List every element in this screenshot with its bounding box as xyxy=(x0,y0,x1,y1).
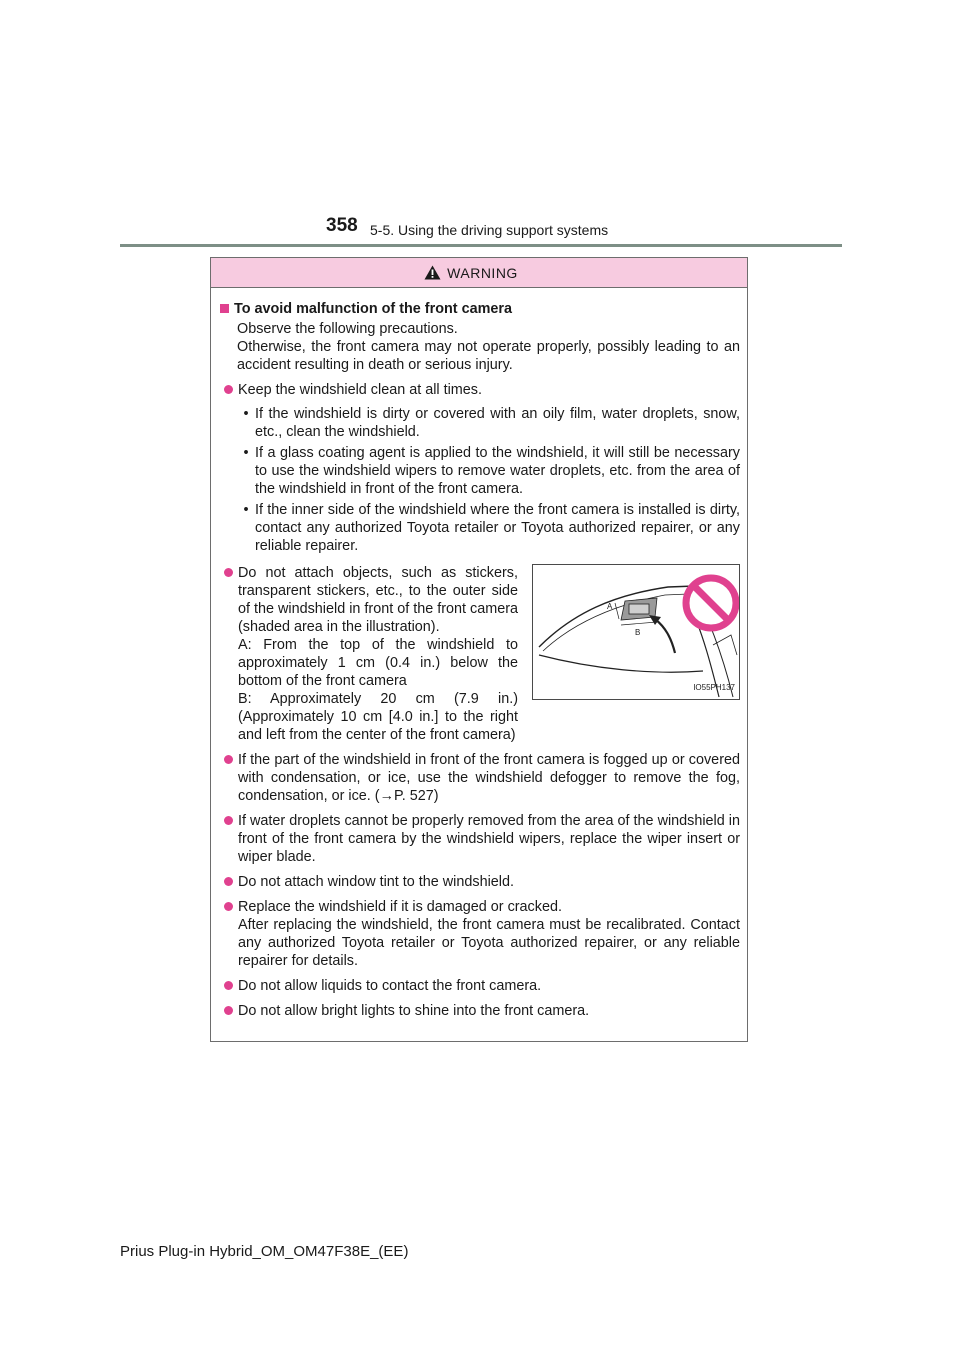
sub-item-coating xyxy=(220,444,740,498)
bullet-bright-lights-text: Do not allow bright lights to shine into the front camera. xyxy=(238,1003,590,1019)
warning-triangle-icon xyxy=(424,265,441,280)
page-number: 358 xyxy=(326,215,358,236)
sub-item-dirty-text: If the windshield is dirty or covered with an oily film, water droplets, snow, etc., clean the windshield. xyxy=(255,406,740,440)
bullet-fogged-text: If the part of the windshield in front of the front camera is fogged up or covered with condensation, or ice, use the windshield defogger to remove the fog, condensation, or ice. (→P. 527) xyxy=(238,752,740,804)
bullet-window-tint xyxy=(220,873,740,891)
warning-box xyxy=(210,257,748,1042)
bullet-dot-icon xyxy=(224,755,233,764)
sub-item-coating-text: If a glass coating agent is applied to the windshield, it will still be necessary to use the windshield wipers to remove water droplets, etc. from the area of the windshield in front of the front camera. xyxy=(255,445,740,497)
bullet-dot-icon xyxy=(224,902,233,911)
sub-bullet-mark: • xyxy=(243,502,249,518)
warning-heading xyxy=(220,300,740,318)
bullet-dot-icon xyxy=(224,877,233,886)
bullet-keep-clean-text: Keep the windshield clean at all times. xyxy=(238,382,482,398)
bullet-dot-icon xyxy=(224,816,233,825)
warning-heading-text: To avoid malfunction of the front camera xyxy=(234,301,512,317)
intro-line-2: Otherwise, the front camera may not operate properly, possibly leading to an accident resulting in death or serious injury. xyxy=(237,339,740,373)
sub-bullet-mark: • xyxy=(243,445,249,461)
sub-bullet-mark: • xyxy=(243,406,249,422)
attach-main-text: Do not attach objects, such as stickers, transparent stickers, etc., to the outer side of the windshield in front of the front camera (shaded area in the illustration). xyxy=(238,565,518,635)
bullet-bright-lights xyxy=(220,1002,740,1020)
bullet-dot-icon xyxy=(224,385,233,394)
bullet-water-droplets xyxy=(220,812,740,866)
bullet-liquids xyxy=(220,977,740,995)
bullet-replace-windshield-text xyxy=(238,898,740,970)
bullet-window-tint-text: Do not attach window tint to the windshield. xyxy=(238,874,514,890)
bullet-liquids-text: Do not allow liquids to contact the front camera. xyxy=(238,978,542,994)
warning-header xyxy=(211,258,747,288)
section-title: 5-5. Using the driving support systems xyxy=(370,222,609,238)
figure-label-b: B xyxy=(635,628,641,637)
bullet-fogged xyxy=(220,751,740,805)
warning-label: WARNING xyxy=(447,264,518,281)
intro-line-1: Observe the following precautions. xyxy=(237,321,458,337)
bullet-dot-icon xyxy=(224,1006,233,1015)
sub-item-inner-side-text: If the inner side of the windshield where the front camera is installed is dirty, contact any authorized Toyota retailer or Toyota authorized repairer, or any reliable repairer. xyxy=(255,502,740,554)
windshield-illustration xyxy=(532,564,740,700)
sub-item-dirty xyxy=(220,405,740,441)
replace-detail-text: After replacing the windshield, the front camera must be recalibrated. Contact any authorized Toyota retailer or Toyota authorized repairer, or any reliable repairer for details. xyxy=(238,917,740,969)
square-bullet-icon xyxy=(220,304,229,313)
bullet-dot-icon xyxy=(224,568,233,577)
footer-manual-id: Prius Plug-in Hybrid_OM_OM47F38E_(EE) xyxy=(120,1243,409,1260)
attach-objects-section xyxy=(220,564,740,744)
attach-b-text: B: Approximately 20 cm (7.9 in.) (Approximately 10 cm [4.0 in.] to the right and left from the center of the front camera) xyxy=(238,691,518,743)
figure-label-a: A xyxy=(607,602,613,611)
bullet-do-not-attach xyxy=(220,564,518,744)
sub-item-inner-side xyxy=(220,501,740,555)
bullet-do-not-attach-text xyxy=(238,564,518,744)
bullet-keep-clean xyxy=(220,381,740,399)
header-rule xyxy=(120,244,842,247)
attach-a-text: A: From the top of the windshield to approximately 1 cm (0.4 in.) below the bottom of the front camera xyxy=(238,637,518,689)
bullet-dot-icon xyxy=(224,981,233,990)
bullet-replace-windshield xyxy=(220,898,740,970)
figure-code: IO55PH137 xyxy=(693,683,735,692)
warning-content xyxy=(211,288,747,1020)
replace-main-text: Replace the windshield if it is damaged or cracked. xyxy=(238,899,562,915)
bullet-water-droplets-text: If water droplets cannot be properly removed from the area of the windshield in front of the front camera by the windshield wipers, replace the wiper insert or wiper blade. xyxy=(238,813,740,865)
